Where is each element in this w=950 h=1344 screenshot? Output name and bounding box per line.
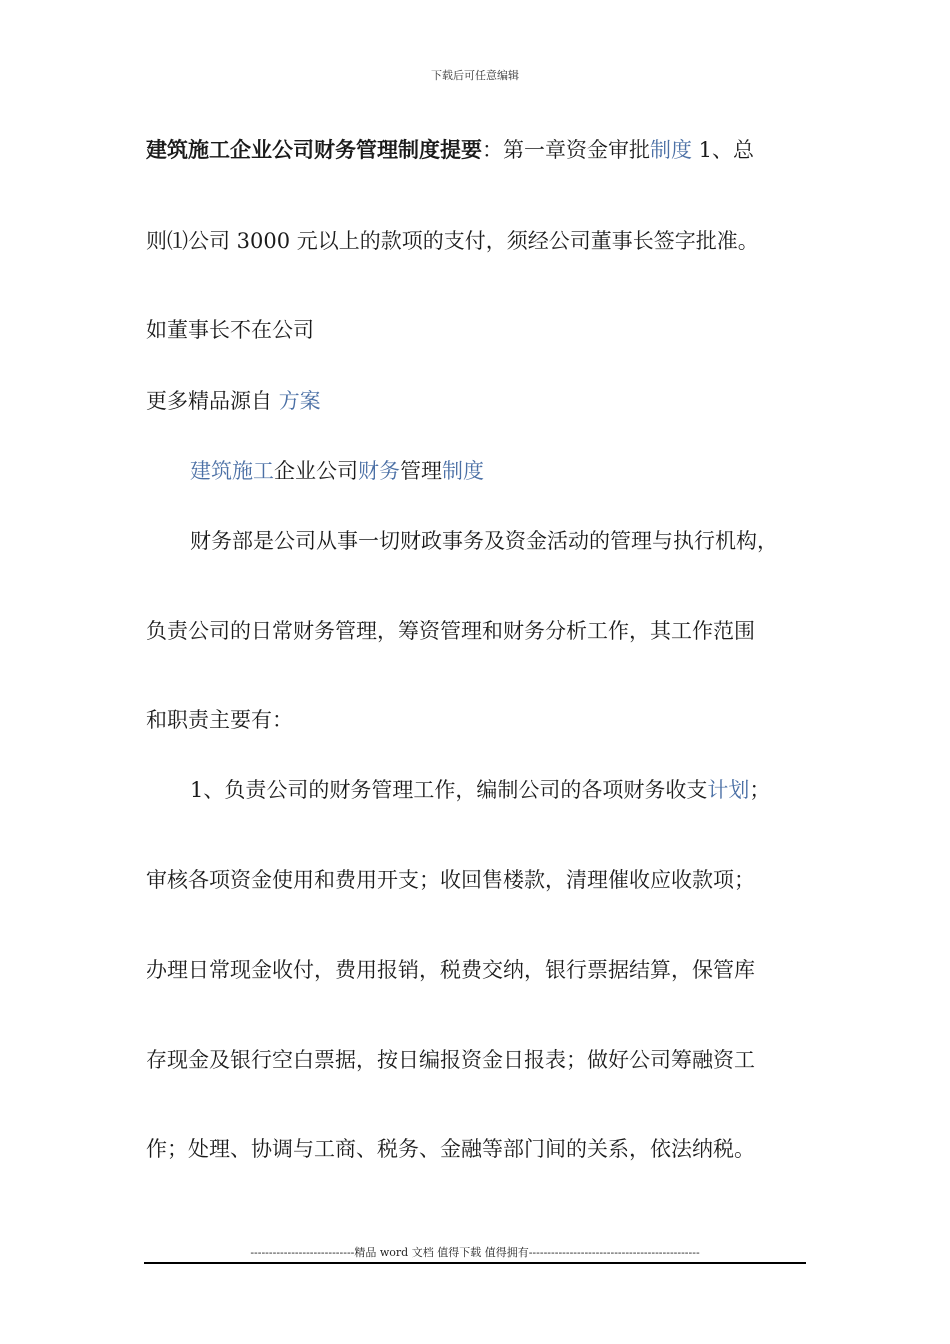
footer-text: ----------------------------精品 word 文档 值得下载 值得拥有---------------------------------------------- <box>250 1246 700 1259</box>
title-rest: ：第一章资金审批 <box>482 138 650 162</box>
paragraph-line-12: 存现金及银行空白票据，按日编报资金日报表；做好公司筹融资工 <box>146 1048 755 1072</box>
paragraph-line-13: 作；处理、协调与工商、税务、金融等部门间的关系，依法纳税。 <box>146 1137 755 1161</box>
line-title <box>146 137 754 163</box>
paragraph-line-11: 办理日常现金收付，费用报销，税费交纳，银行票据结算，保管库 <box>146 958 755 982</box>
link-fangan[interactable]: 方案 <box>278 389 321 413</box>
paragraph-line-6: 财务部是公司从事一切财政事务及资金活动的管理与执行机构， <box>190 529 778 553</box>
title-tail: 1、总 <box>692 138 755 162</box>
footer-rule <box>144 1262 806 1264</box>
line-2: 则⑴公司 3000 元以上的款项的支付，须经公司董事长签字批准。 <box>146 229 759 253</box>
subtitle-text-2: 管理 <box>400 459 442 483</box>
paragraph-line-9 <box>190 777 770 803</box>
line-3: 如董事长不在公司 <box>146 318 314 342</box>
paragraph-line-8: 和职责主要有： <box>146 708 293 732</box>
link-zhidu[interactable]: 制度 <box>650 138 692 162</box>
header-note: 下载后可任意编辑 <box>431 69 519 82</box>
paragraph-line-10: 审核各项资金使用和费用开支；收回售楼款，清理催收应收款项； <box>146 868 755 892</box>
item-1-tail: ； <box>749 778 771 802</box>
link-jihua[interactable]: 计划 <box>707 778 750 802</box>
title-bold: 建筑施工企业公司财务管理制度提要 <box>146 137 482 162</box>
item-1-text: 1、负责公司的财务管理工作，编制公司的各项财务收支 <box>190 778 708 802</box>
line-more-source <box>146 388 321 414</box>
more-source-text: 更多精品源自 <box>146 389 279 413</box>
link-jianzhushigong[interactable]: 建筑施工 <box>190 459 274 483</box>
link-zhidu-2[interactable]: 制度 <box>442 459 484 483</box>
link-caiwu[interactable]: 财务 <box>358 459 400 483</box>
subtitle-text-1: 企业公司 <box>274 459 358 483</box>
subtitle-line <box>190 458 484 484</box>
paragraph-line-7: 负责公司的日常财务管理，筹资管理和财务分析工作，其工作范围 <box>146 619 755 643</box>
